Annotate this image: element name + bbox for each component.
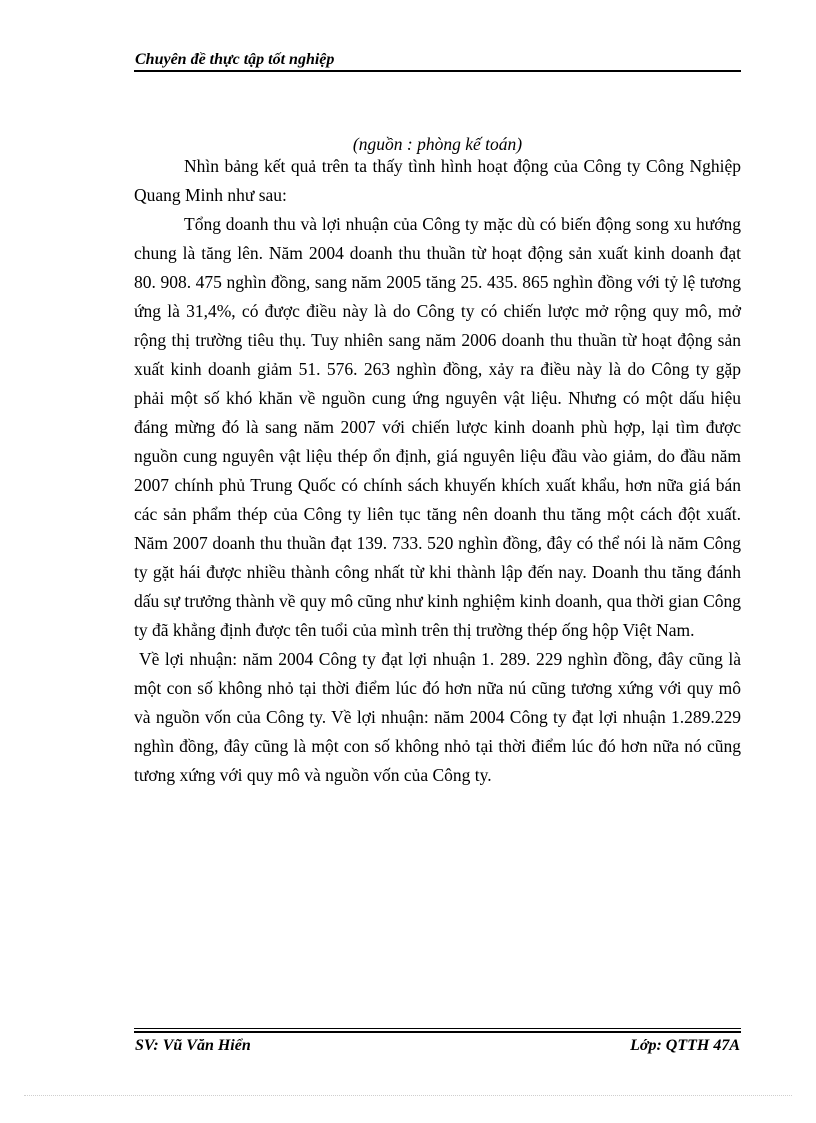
body-text [134,152,741,790]
source-note: (nguồn : phòng kế toán) [352,134,523,154]
paragraph-intro: Nhìn bảng kết quả trên ta thấy tình hình hoạt động của Công ty Công Nghiệp Quang Minh như sau: [134,156,741,205]
header-title: Chuyên đề thực tập tốt nghiệp [135,51,335,68]
paragraph-profit: Về lợi nhuận: năm 2004 Công ty đạt lợi nhuận 1. 289. 229 nghìn đồng, đây cũng là một con số không nhỏ tại thời điểm lúc đó hơn nữa nú cũng tương xứng với quy mô và nguồn vốn của Công ty. Về lợi nhuận: năm 2004 Công ty đạt lợi nhuận 1.289.229 nghìn đồng, đây cũng là một con số không nhỏ tại thời điểm lúc đó hơn nữa nó cũng tương xứng với quy mô và nguồn vốn của Công ty. [134,649,741,785]
footer-class: Lớp: QTTH 47A [630,1037,740,1054]
page-header [134,48,741,72]
page-footer [134,1028,741,1058]
footer-rule-thick [134,1031,741,1033]
header-rule [134,70,741,72]
page-edge-line [24,1095,792,1096]
footer-rule-thin [134,1028,741,1029]
footer-student: SV: Vũ Văn Hiển [135,1037,251,1054]
paragraph-revenue: Tổng doanh thu và lợi nhuận của Công ty mặc dù có biến động song xu hướng chung là tăng lên. Năm 2004 doanh thu thuần từ hoạt động sản xuất kinh doanh đạt 80. 908. 475 nghìn đồng, sang năm 2005 tăng 25. 435. 865 nghìn đồng với tỷ lệ tương ứng là 31,4%, có được điều này là do Công ty có chiến lược mở rộng quy mô, mở rộng thị trường tiêu thụ. Tuy nhiên sang năm 2006 doanh thu thuần từ hoạt động sản xuất kinh doanh giảm 51. 576. 263 nghìn đồng, xảy ra điều này là do Công ty gặp phải một số khó khăn về nguồn cung ứng nguyên vật liệu. Nhưng có một dấu hiệu đáng mừng đó là sang năm 2007 với chiến lược kinh doanh phù hợp, lại tìm được nguồn cung nguyên vật liệu thép ổn định, giá nguyên liệu đầu vào giảm, do đầu năm 2007 chính phủ Trung Quốc có chính sách khuyến khích xuất khẩu, hơn nữa giá bán các sản phẩm thép của Công ty liên tục tăng nên doanh thu tăng một cách đột xuất. Năm 2007 doanh thu thuần đạt 139. 733. 520 nghìn đồng, đây có thể nói là năm Công ty gặt hái được nhiều thành công nhất từ khi thành lập đến nay. Doanh thu tăng đánh dấu sự trưởng thành về quy mô cũng như kinh nghiệm kinh doanh, qua thời gian Công ty đã khẳng định được tên tuổi của mình trên thị trường thép ống hộp Việt Nam. [134,214,741,640]
